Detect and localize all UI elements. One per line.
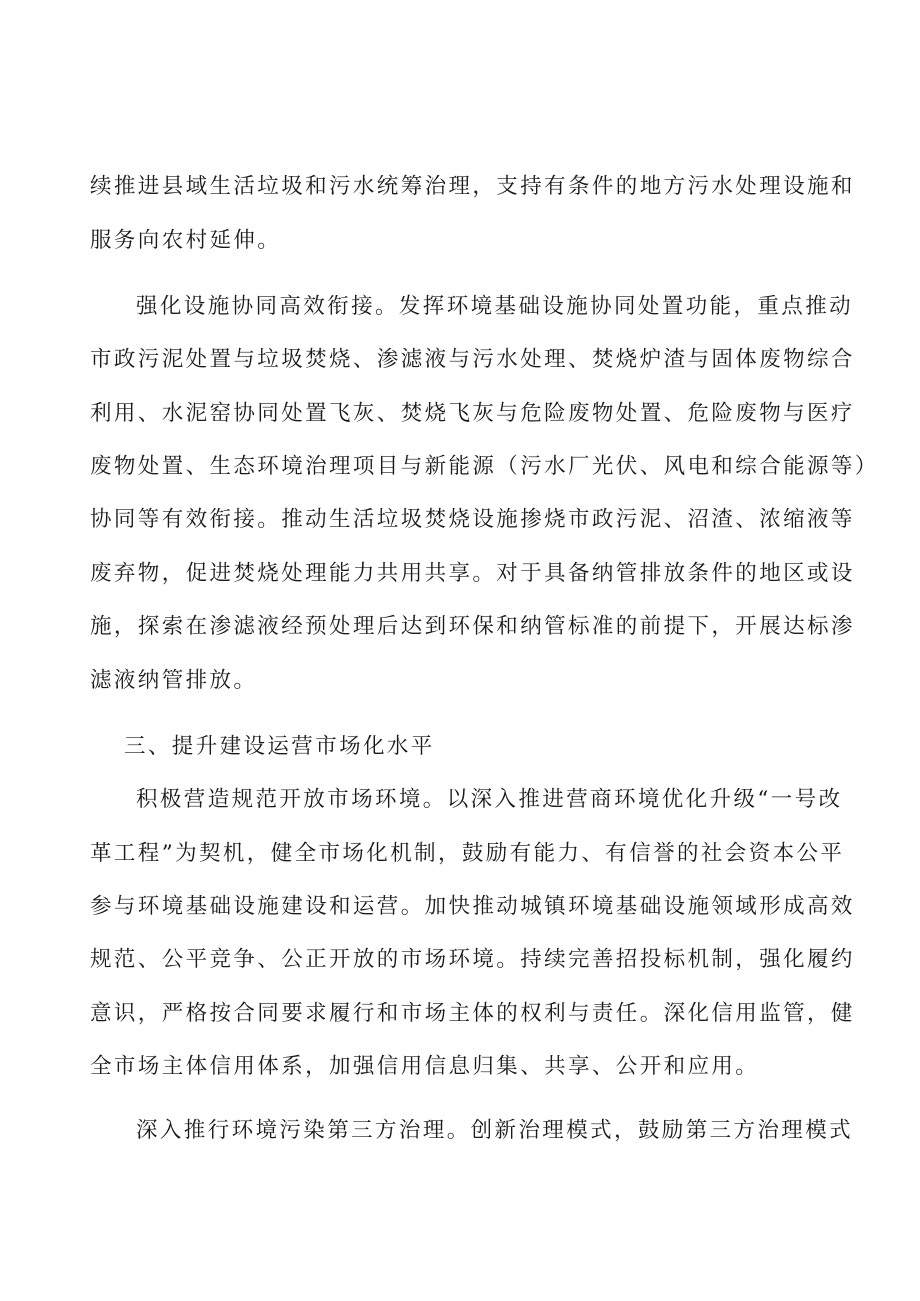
paragraph-3-line-4: 规范、公平竞争、公正开放的市场环境。持续完善招投标机制，强化履约 — [90, 947, 855, 972]
paragraph-3-line-6: 全市场主体信用体系，加强信用信息归集、共享、公开和应用。 — [90, 1054, 760, 1079]
paragraph-2-line-7: 施，探索在渗滤液经预处理后达到环保和纳管标准的前提下，开展达标渗 — [90, 614, 855, 639]
paragraph-2-line-5: 协同等有效衔接。推动生活垃圾焚烧设施掺烧市政污泥、沼渣、浓缩液等 — [90, 507, 855, 532]
paragraph-2-line-1: 强化设施协同高效衔接。发挥环境基础设施协同处置功能，重点推动 — [136, 294, 854, 319]
paragraph-2-line-4: 废物处置、生态环境治理项目与新能源（污水厂光伏、风电和综合能源等） — [90, 454, 879, 479]
paragraph-2-line-6: 废弃物，促进焚烧处理能力共用共享。对于具备纳管排放条件的地区或设 — [90, 561, 855, 586]
section-heading: 三、提升建设运营市场化水平 — [124, 734, 435, 759]
paragraph-3-line-3: 参与环境基础设施建设和运营。加快推动城镇环境基础设施领域形成高效 — [90, 894, 855, 919]
paragraph-2-line-3: 利用、水泥窑协同处置飞灰、焚烧飞灰与危险废物处置、危险废物与医疗 — [90, 401, 855, 426]
paragraph-1-line-2: 服务向农村延伸。 — [90, 228, 282, 253]
paragraph-3-line-2: 革工程”为契机，健全市场化机制，鼓励有能力、有信誉的社会资本公平 — [90, 841, 845, 866]
paragraph-1-line-1: 续推进县域生活垃圾和污水统筹治理，支持有条件的地方污水处理设施和 — [90, 174, 855, 199]
paragraph-4-line-1: 深入推行环境污染第三方治理。创新治理模式，鼓励第三方治理模式 — [136, 1118, 854, 1143]
paragraph-3-line-1: 积极营造规范开放市场环境。以深入推进营商环境优化升级“一号改 — [136, 787, 843, 812]
paragraph-2-line-8: 滤液纳管排放。 — [90, 668, 258, 693]
paragraph-2-line-2: 市政污泥处置与垃圾焚烧、渗滤液与污水处理、焚烧炉渣与固体废物综合 — [90, 347, 855, 372]
paragraph-3-line-5: 意识，严格按合同要求履行和市场主体的权利与责任。深化信用监管，健 — [90, 1001, 855, 1026]
